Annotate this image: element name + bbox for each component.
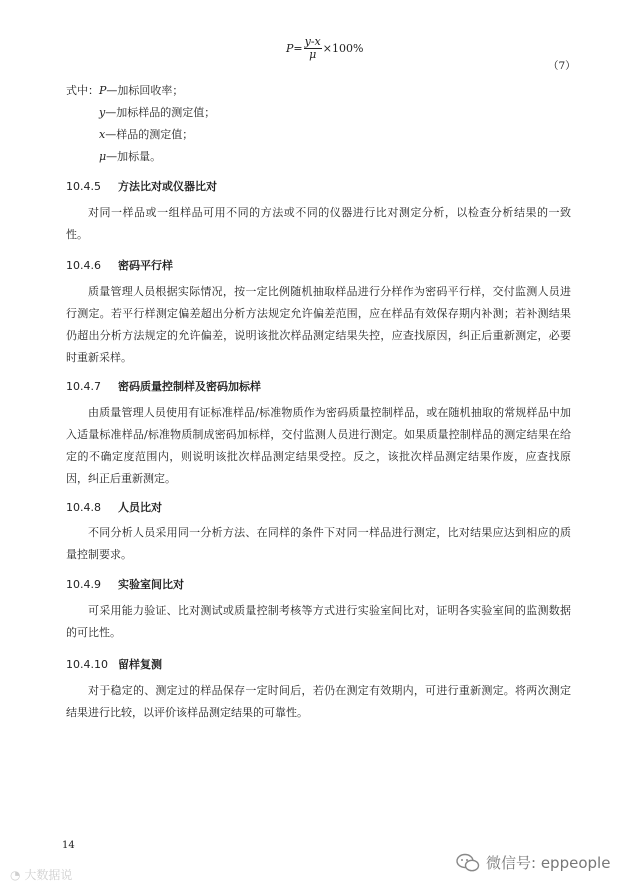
where-desc: —加标样品的测定值；	[105, 106, 216, 119]
section-paragraph: 由质量管理人员使用有证标准样品/标准物质作为密码质量控制样品，或在随机抽取的常规样品中加入适量标准样品/标准物质制成密码加标样，交付监测人员进行测定。如果质量控制样品的测定结果在给定的不确定度范围内，则说明该批次样品测定结果受控。反之，该批次样品测定结果作废，应查找原因，纠正后重新测定。	[66, 406, 571, 485]
section-paragraph: 对同一样品或一组样品可用不同的方法或不同的仪器进行比对测定分析，以检查分析结果的一致性。	[66, 206, 571, 241]
section-heading	[66, 378, 261, 394]
section-number: 10.4.9	[66, 578, 101, 591]
section-number: 10.4.10	[66, 658, 108, 671]
wechat-icon	[456, 853, 480, 873]
section-number: 10.4.5	[66, 180, 101, 193]
where-desc: —加标量。	[106, 150, 162, 163]
section-number: 10.4.6	[66, 259, 101, 272]
section-heading	[66, 576, 184, 592]
where-symbol: μ	[99, 150, 107, 163]
where-line-1	[66, 84, 183, 98]
watermark-right-text: 微信号: eppeople	[486, 854, 611, 872]
formula-denominator: μ	[309, 48, 317, 61]
where-lead: 式中：	[66, 84, 99, 97]
where-symbol: P	[99, 84, 107, 97]
section-title: 密码平行样	[118, 259, 173, 272]
section-number: 10.4.7	[66, 380, 101, 393]
equation-number: （7）	[548, 60, 576, 72]
section-title: 实验室间比对	[118, 578, 184, 591]
weibo-icon: ◔	[10, 868, 21, 882]
formula-rhs: ×100%	[322, 42, 364, 55]
section-paragraph: 对于稳定的、测定过的样品保存一定时间后，若仍在测定有效期内，可进行重新测定。将两次测定结果进行比较，以评价该样品测定结果的可靠性。	[66, 684, 571, 719]
where-line-3	[99, 128, 193, 142]
where-line-2	[99, 106, 215, 120]
section-number: 10.4.8	[66, 501, 101, 514]
where-desc: —加标回收率；	[106, 84, 184, 97]
section-title: 人员比对	[118, 501, 162, 514]
formula-numerator: y-x	[304, 35, 321, 48]
section-heading	[66, 257, 173, 273]
where-symbol: x	[99, 128, 106, 141]
section-paragraph: 质量管理人员根据实际情况，按一定比例随机抽取样品进行分样作为密码平行样，交付监测人员进行测定。若平行样测定偏差超出分析方法规定允许偏差范围，应在样品有效保存期内补测；若补测结果仍超出分析方法规定的允许偏差，说明该批次样品测定结果失控，应查找原因，纠正后重新测定，必要时重新采样。	[66, 285, 571, 364]
where-desc: —样品的测定值；	[105, 128, 194, 141]
section-paragraph: 可采用能力验证、比对测试或质量控制考核等方式进行实验室间比对，证明各实验室间的监测数据的可比性。	[66, 604, 571, 639]
section-title: 留样复测	[118, 658, 162, 671]
watermark-left	[10, 866, 72, 883]
page-number: 14	[62, 840, 75, 851]
formula-lhs: P=	[286, 42, 303, 55]
section-heading	[66, 499, 162, 515]
formula-fraction	[304, 36, 322, 61]
section-title: 密码质量控制样及密码加标样	[118, 380, 261, 393]
watermark-right	[456, 852, 610, 873]
watermark-left-text: 大数据说	[24, 868, 73, 882]
formula	[286, 36, 363, 61]
where-line-4	[99, 150, 161, 164]
section-heading	[66, 656, 162, 672]
section-heading	[66, 178, 217, 194]
section-title: 方法比对或仪器比对	[118, 180, 217, 193]
where-symbol: y	[99, 106, 106, 119]
section-paragraph: 不同分析人员采用同一分析方法、在同样的条件下对同一样品进行测定，比对结果应达到相应的质量控制要求。	[66, 526, 571, 561]
